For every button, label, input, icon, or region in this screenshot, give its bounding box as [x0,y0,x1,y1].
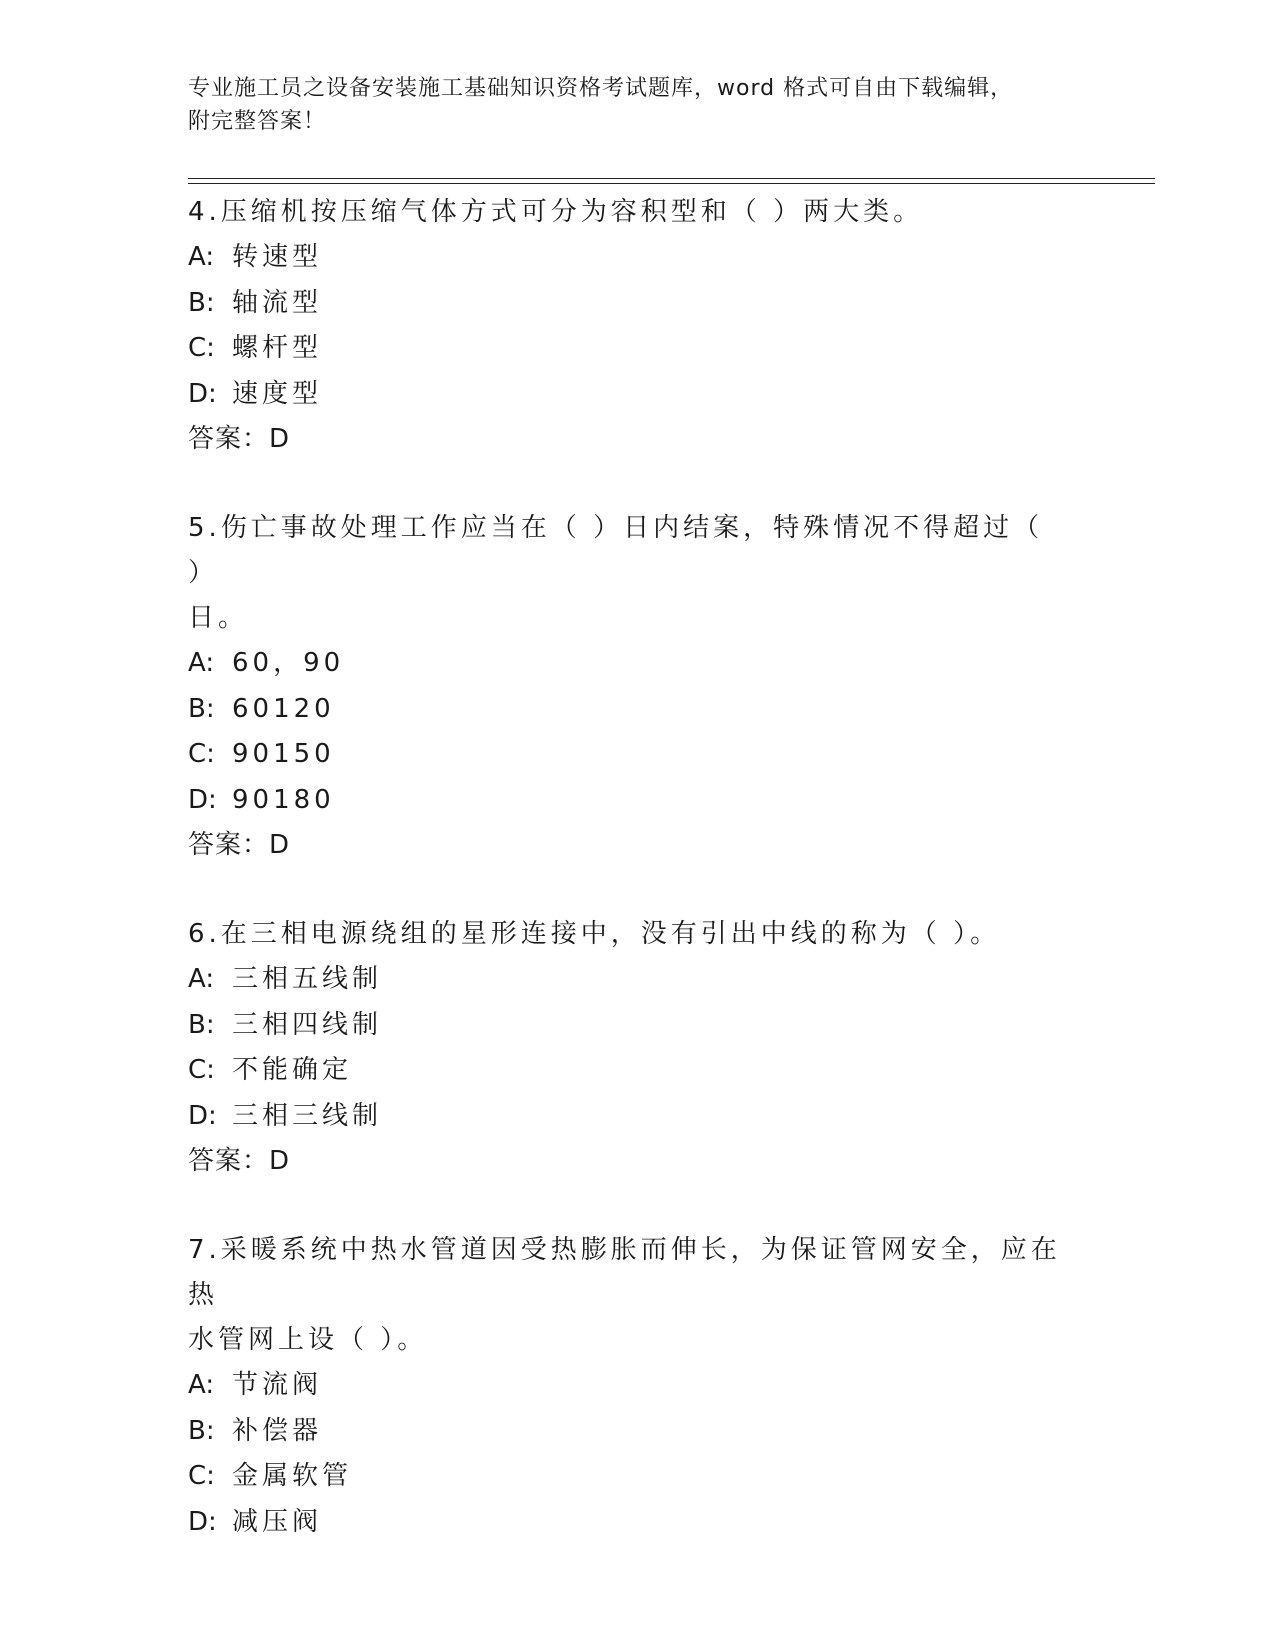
question-stem-continuation: 日。 [188,603,249,633]
option-text: 90150 [232,739,335,769]
option-d [188,778,1068,824]
question-stem: 5.伤亡事故处理工作应当在（ ）日内结案，特殊情况不得超过（ ） [188,513,1044,588]
option-letter: A: [188,648,215,678]
question-item [188,506,1068,868]
header-divider-bottom [188,183,1155,184]
option-text: 金属软管 [232,1461,353,1491]
question-item [188,190,1068,462]
option-letter: C: [188,739,215,769]
question-stem: 7.采暖系统中热水管道因受热膨胀而伸长，为保证管网安全，应在热 [188,1235,1061,1310]
option-c [188,1454,1068,1500]
question-stem-continuation: 水管网上设（ ）。 [188,1325,428,1355]
question-list [188,190,1068,1589]
option-text: 60，90 [232,648,345,678]
option-letter: D: [188,1100,217,1131]
question-item [188,1228,1068,1545]
header-line-2: 附完整答案！ [188,109,327,134]
option-b [188,687,1068,733]
option-letter: B: [188,287,215,318]
answer-line: 答案：D [188,830,291,860]
option-letter: D: [188,1506,217,1537]
option-letter: C: [188,333,215,363]
option-text: 90180 [232,784,335,815]
option-c [188,1048,1068,1094]
option-text: 减压阀 [232,1506,323,1537]
option-text: 三相四线制 [232,1009,383,1040]
option-a [188,1363,1068,1409]
option-letter: B: [188,693,215,724]
option-d [188,372,1068,418]
option-text: 轴流型 [232,287,323,318]
option-text: 三相三线制 [232,1100,383,1131]
option-text: 速度型 [232,378,323,409]
option-letter: A: [188,1370,215,1400]
header-divider-top [188,178,1155,179]
option-b [188,281,1068,327]
document-header [188,72,1088,138]
option-c [188,326,1068,372]
question-stem: 6.在三相电源绕组的星形连接中，没有引出中线的称为（ ）。 [188,919,1001,949]
option-letter: C: [188,1461,215,1491]
answer-line: 答案：D [188,424,291,454]
option-text: 不能确定 [232,1055,353,1085]
option-letter: B: [188,1009,215,1040]
option-text: 节流阀 [232,1370,323,1400]
header-line-1: 专业施工员之设备安装施工基础知识资格考试题库，word 格式可自由下载编辑， [188,76,1014,101]
option-a [188,235,1068,281]
option-letter: D: [188,784,217,815]
option-c [188,732,1068,778]
answer-line: 答案：D [188,1146,291,1176]
question-item [188,912,1068,1184]
option-text: 螺杆型 [232,333,323,363]
option-text: 60120 [232,693,335,724]
question-stem: 4.压缩机按压缩气体方式可分为容积型和（ ）两大类。 [188,197,924,227]
option-b [188,1003,1068,1049]
option-text: 补偿器 [232,1415,323,1446]
option-text: 转速型 [232,242,323,272]
option-a [188,957,1068,1003]
option-d [188,1500,1068,1546]
option-text: 三相五线制 [232,964,383,994]
option-letter: A: [188,242,215,272]
option-letter: D: [188,378,217,409]
option-letter: B: [188,1415,215,1446]
option-a [188,641,1068,687]
option-d [188,1094,1068,1140]
option-letter: A: [188,964,215,994]
option-letter: C: [188,1055,215,1085]
option-b [188,1409,1068,1455]
